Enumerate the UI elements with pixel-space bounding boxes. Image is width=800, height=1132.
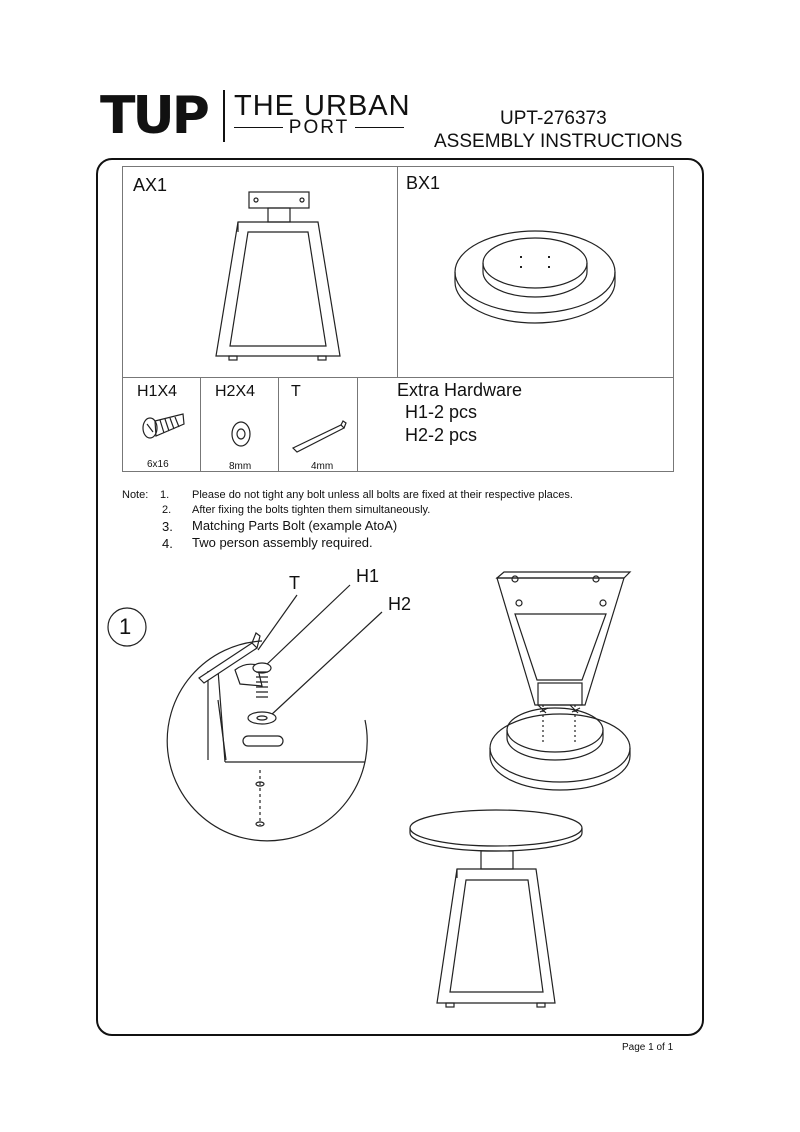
document-title: ASSEMBLY INSTRUCTIONS (434, 131, 683, 152)
hardware-h1-label: H1X4 (137, 383, 178, 400)
part-a-label: AX1 (133, 175, 168, 195)
brand-subname: PORT (288, 117, 350, 138)
hardware-h2-size: 8mm (229, 461, 252, 472)
note-2-number: 2. (162, 504, 172, 516)
note-1-text: Please do not tight any bolt unless all bolts are fixed at their respective places. (192, 489, 573, 501)
extra-hardware-h1: H1-2 pcs (405, 402, 478, 422)
extra-hardware-h2: H2-2 pcs (405, 425, 478, 445)
step-number: 1 (119, 614, 132, 639)
note-1-number: 1. (160, 489, 170, 501)
document-code: UPT-276373 (500, 108, 607, 129)
note-3-text: Matching Parts Bolt (example AtoA) (192, 518, 398, 533)
note-4-text: Two person assembly required. (192, 535, 373, 550)
page-number: Page 1 of 1 (622, 1042, 674, 1053)
hardware-h1-size: 6x16 (147, 459, 169, 470)
callout-t: T (289, 573, 300, 593)
note-4-number: 4. (162, 536, 173, 551)
note-2-text: After fixing the bolts tighten them simultaneously. (192, 504, 431, 516)
hardware-t-label: T (291, 383, 301, 400)
hardware-t-size: 4mm (311, 461, 334, 472)
extra-hardware-title: Extra Hardware (397, 380, 523, 400)
hardware-h2-label: H2X4 (215, 383, 256, 400)
note-prefix: Note: (122, 489, 149, 501)
part-b-label: BX1 (406, 173, 441, 193)
note-3-number: 3. (162, 519, 173, 534)
brand-logo-mark: TUP (100, 86, 207, 146)
brand-name: THE URBAN (234, 90, 411, 122)
callout-h2: H2 (388, 594, 412, 614)
callout-h1: H1 (356, 566, 380, 586)
